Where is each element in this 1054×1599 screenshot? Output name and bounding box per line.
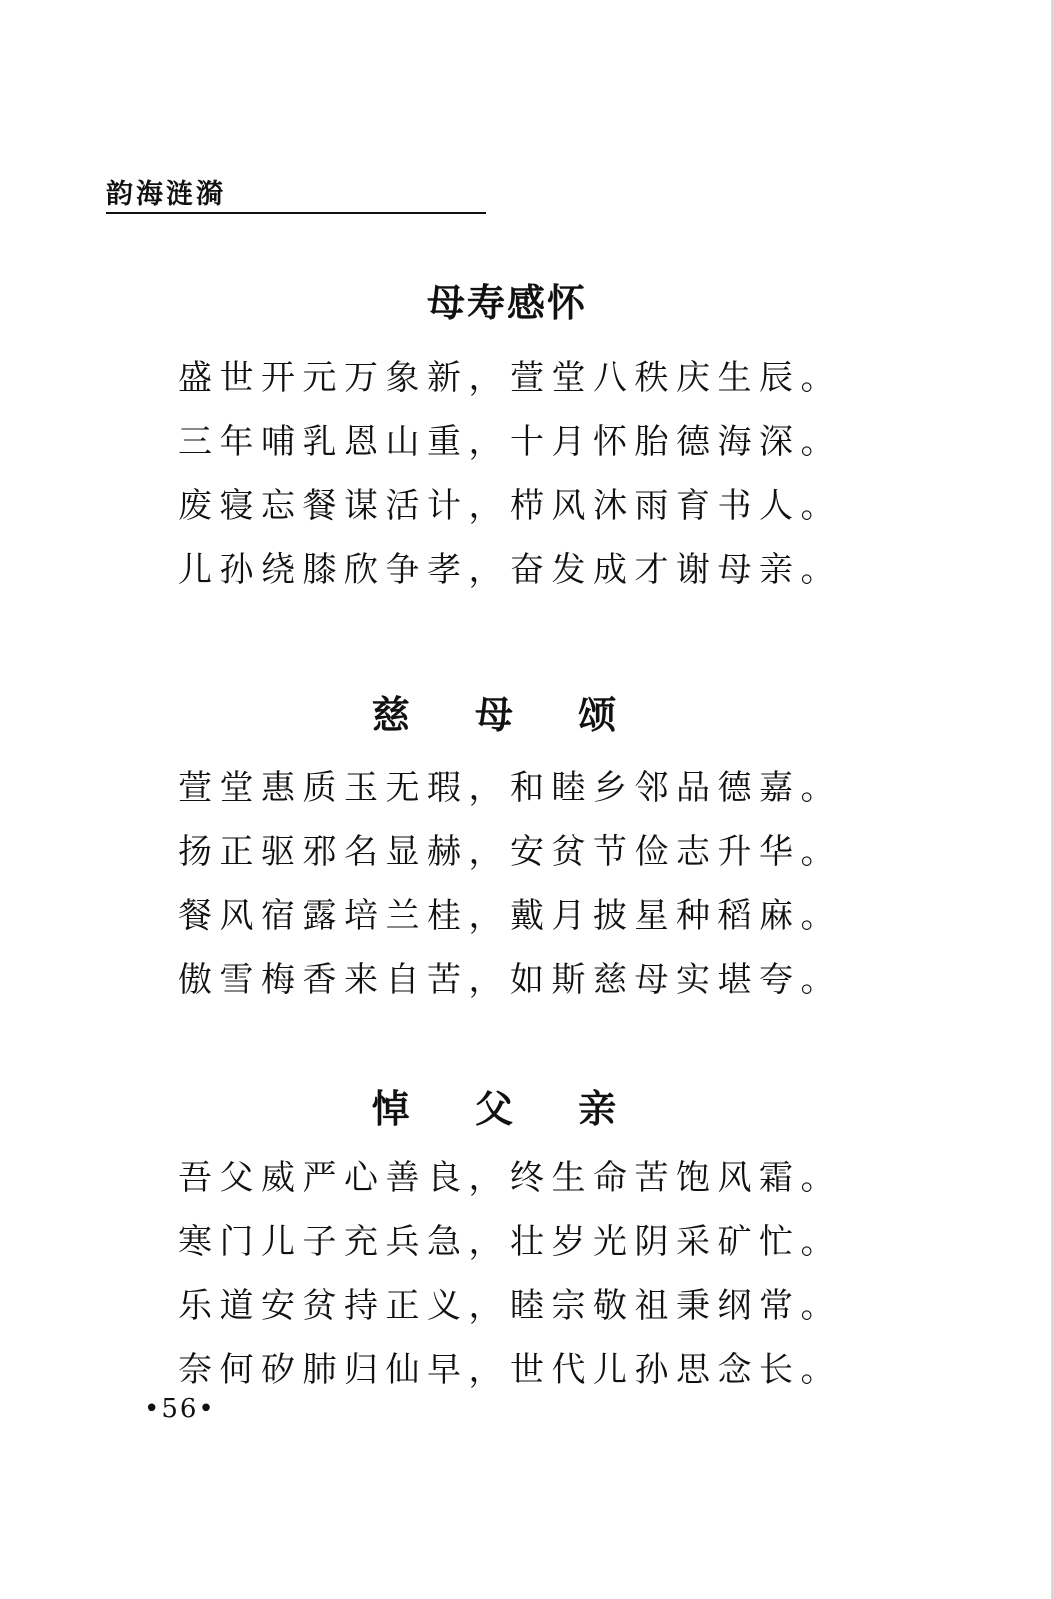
poem-line: 傲雪梅香来自苦，如斯慈母实堪夸。 bbox=[178, 960, 842, 1000]
poem-line: 乐道安贫持正义，睦宗敬祖秉纲常。 bbox=[178, 1286, 842, 1326]
poem-line: 盛世开元万象新，萱堂八秩庆生辰。 bbox=[178, 358, 842, 398]
poem-line: 餐风宿露培兰桂，戴月披星种稻麻。 bbox=[178, 896, 842, 936]
poem-line: 扬正驱邪名显赫，安贫节俭志升华。 bbox=[178, 832, 842, 872]
poem-line: 三年哺乳恩山重，十月怀胎德海深。 bbox=[178, 422, 842, 462]
poem-title: 慈 母 颂 bbox=[371, 692, 643, 737]
running-head-title: 韵海涟漪 bbox=[106, 179, 226, 210]
poem-line: 吾父威严心善良，终生命苦饱风霜。 bbox=[178, 1158, 842, 1198]
poem-title: 母寿感怀 bbox=[426, 280, 587, 325]
poem-line: 废寝忘餐谋活计，栉风沐雨育书人。 bbox=[178, 486, 842, 526]
poem-title: 悼 父 亲 bbox=[371, 1086, 643, 1131]
poem-line: 奈何矽肺归仙早，世代儿孙思念长。 bbox=[178, 1350, 842, 1390]
page-number: •56• bbox=[144, 1394, 216, 1424]
poem-line: 萱堂惠质玉无瑕，和睦乡邻品德嘉。 bbox=[178, 768, 842, 808]
running-head bbox=[106, 172, 486, 214]
poem-line: 儿孙绕膝欣争孝，奋发成才谢母亲。 bbox=[178, 550, 842, 590]
poem-line: 寒门儿子充兵急，壮岁光阴采矿忙。 bbox=[178, 1222, 842, 1262]
